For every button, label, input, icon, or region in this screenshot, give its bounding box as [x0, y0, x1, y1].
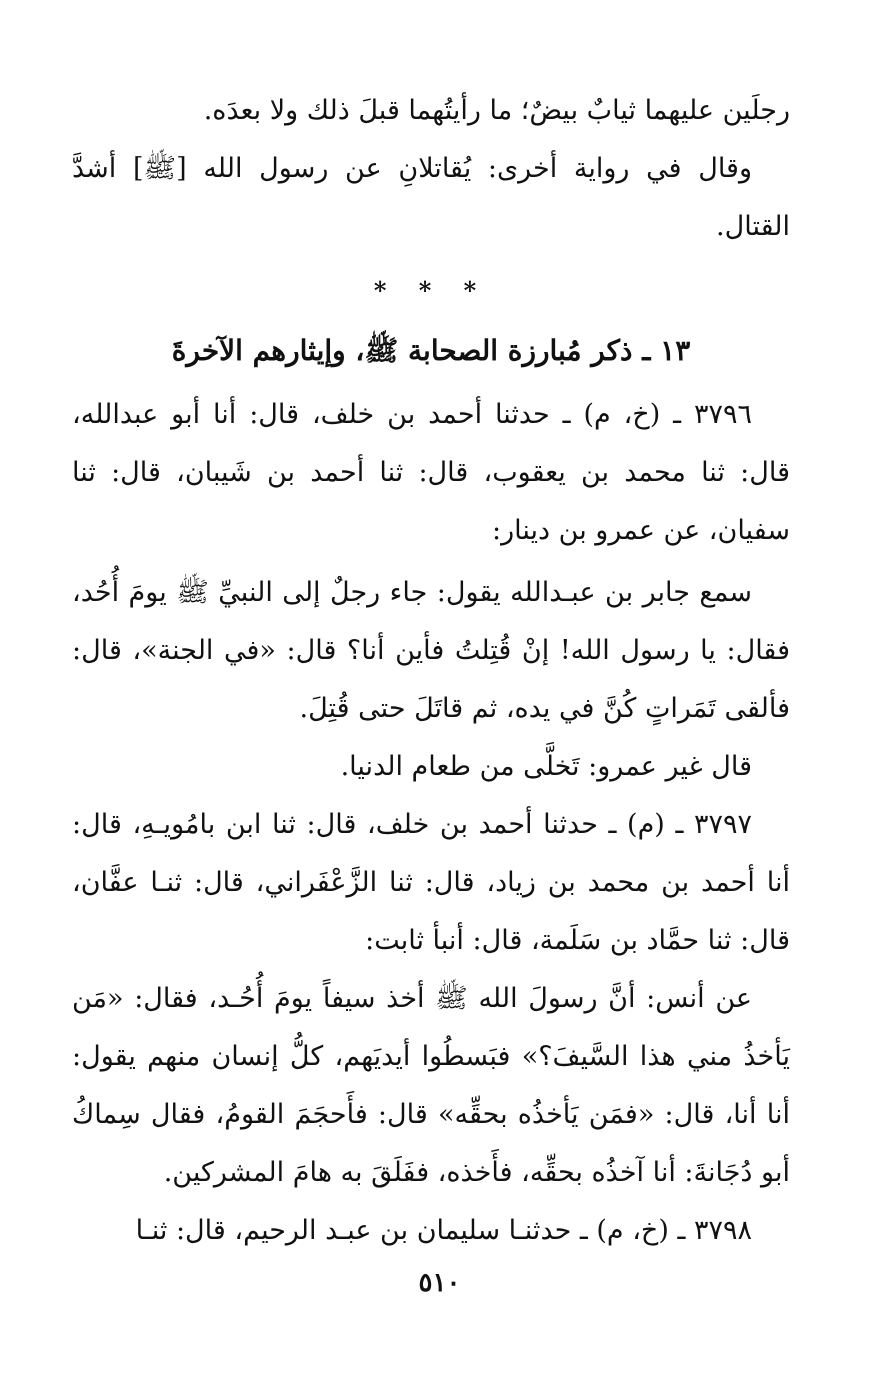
hadith-3796-isnad: ٣٧٩٦ ـ (خ، م) ـ حدثنا أحمد بن خلف، قال: أنا أبو عبدالله، قال: ثنا محمد بن يعقوب، قال: ثنا أحمد بن شَيبان، قال: ثنا سفيان، عن عمرو بن دينار: — [72, 399, 790, 546]
hadith-3797-matn: عن أنس: أنَّ رسولَ الله ﷺ أخذ سيفاً يومَ أُحُـد، فقال: «مَن يَأخذُ مني هذا السَّيفَ؟» فبَسطُوا أيديَهم، كلُّ إنسان منهم يقول: أنا أنا، قال: «فمَن يَأخذُه بحقِّه» قال: فأَحجَمَ القومُ، فقال سِماكُ أبو دُجَانةَ: أنا آخذُه بحقِّه، فأَخذه، ففَلَقَ به هامَ المشركين. — [72, 983, 790, 1188]
hadith-3797-isnad: ٣٧٩٧ ـ (م) ـ حدثنا أحمد بن خلف، قال: ثنا ابن بامُويـهِ، قال: أنا أحمد بن محمد بن زياد، قال: ثنا الزَّعْفَراني، قال: ثنـا عفَّان، قال: ثنا حمَّاد بن سَلَمة، قال: أنبأ ثابت: — [72, 809, 790, 956]
paragraph-other-narration: وقال في رواية أخرى: يُقاتلانِ عن رسول الله [ﷺ] أشدَّ القتال. — [72, 153, 790, 242]
hadith-3796-matn: سمع جابر بن عبـدالله يقول: جاء رجلٌ إلى النبيِّ ﷺ يومَ أُحُد، فقال: يا رسول الله! إنْ قُتِلتُ فأين أنا؟ قال: «في الجنة»، قال: فألقى تَمَراتٍ كُنَّ في يده، ثم قاتَلَ حتى قُتِلَ. — [72, 577, 790, 724]
chapter-title: ١٣ ـ ذكر مُبارزة الصحابة ﷺ، وإيثارهم الآخرةَ — [171, 334, 691, 367]
page-number: ٥١٠ — [418, 1268, 461, 1298]
section-separator: * * * — [373, 276, 489, 305]
hadith-3796-note: قال غير عمرو: تَخلَّى من طعام الدنيا. — [340, 751, 752, 782]
page-body — [72, 82, 790, 1260]
paragraph-continuation: رجلَين عليهما ثيابٌ بيضٌ؛ ما رأيتُهما قبلَ ذلك ولا بعدَه. — [203, 95, 790, 126]
hadith-3798-isnad: ٣٧٩٨ ـ (خ، م) ـ حدثنـا سليمان بن عبـد الرحيم، قال: ثنـا — [135, 1215, 752, 1246]
